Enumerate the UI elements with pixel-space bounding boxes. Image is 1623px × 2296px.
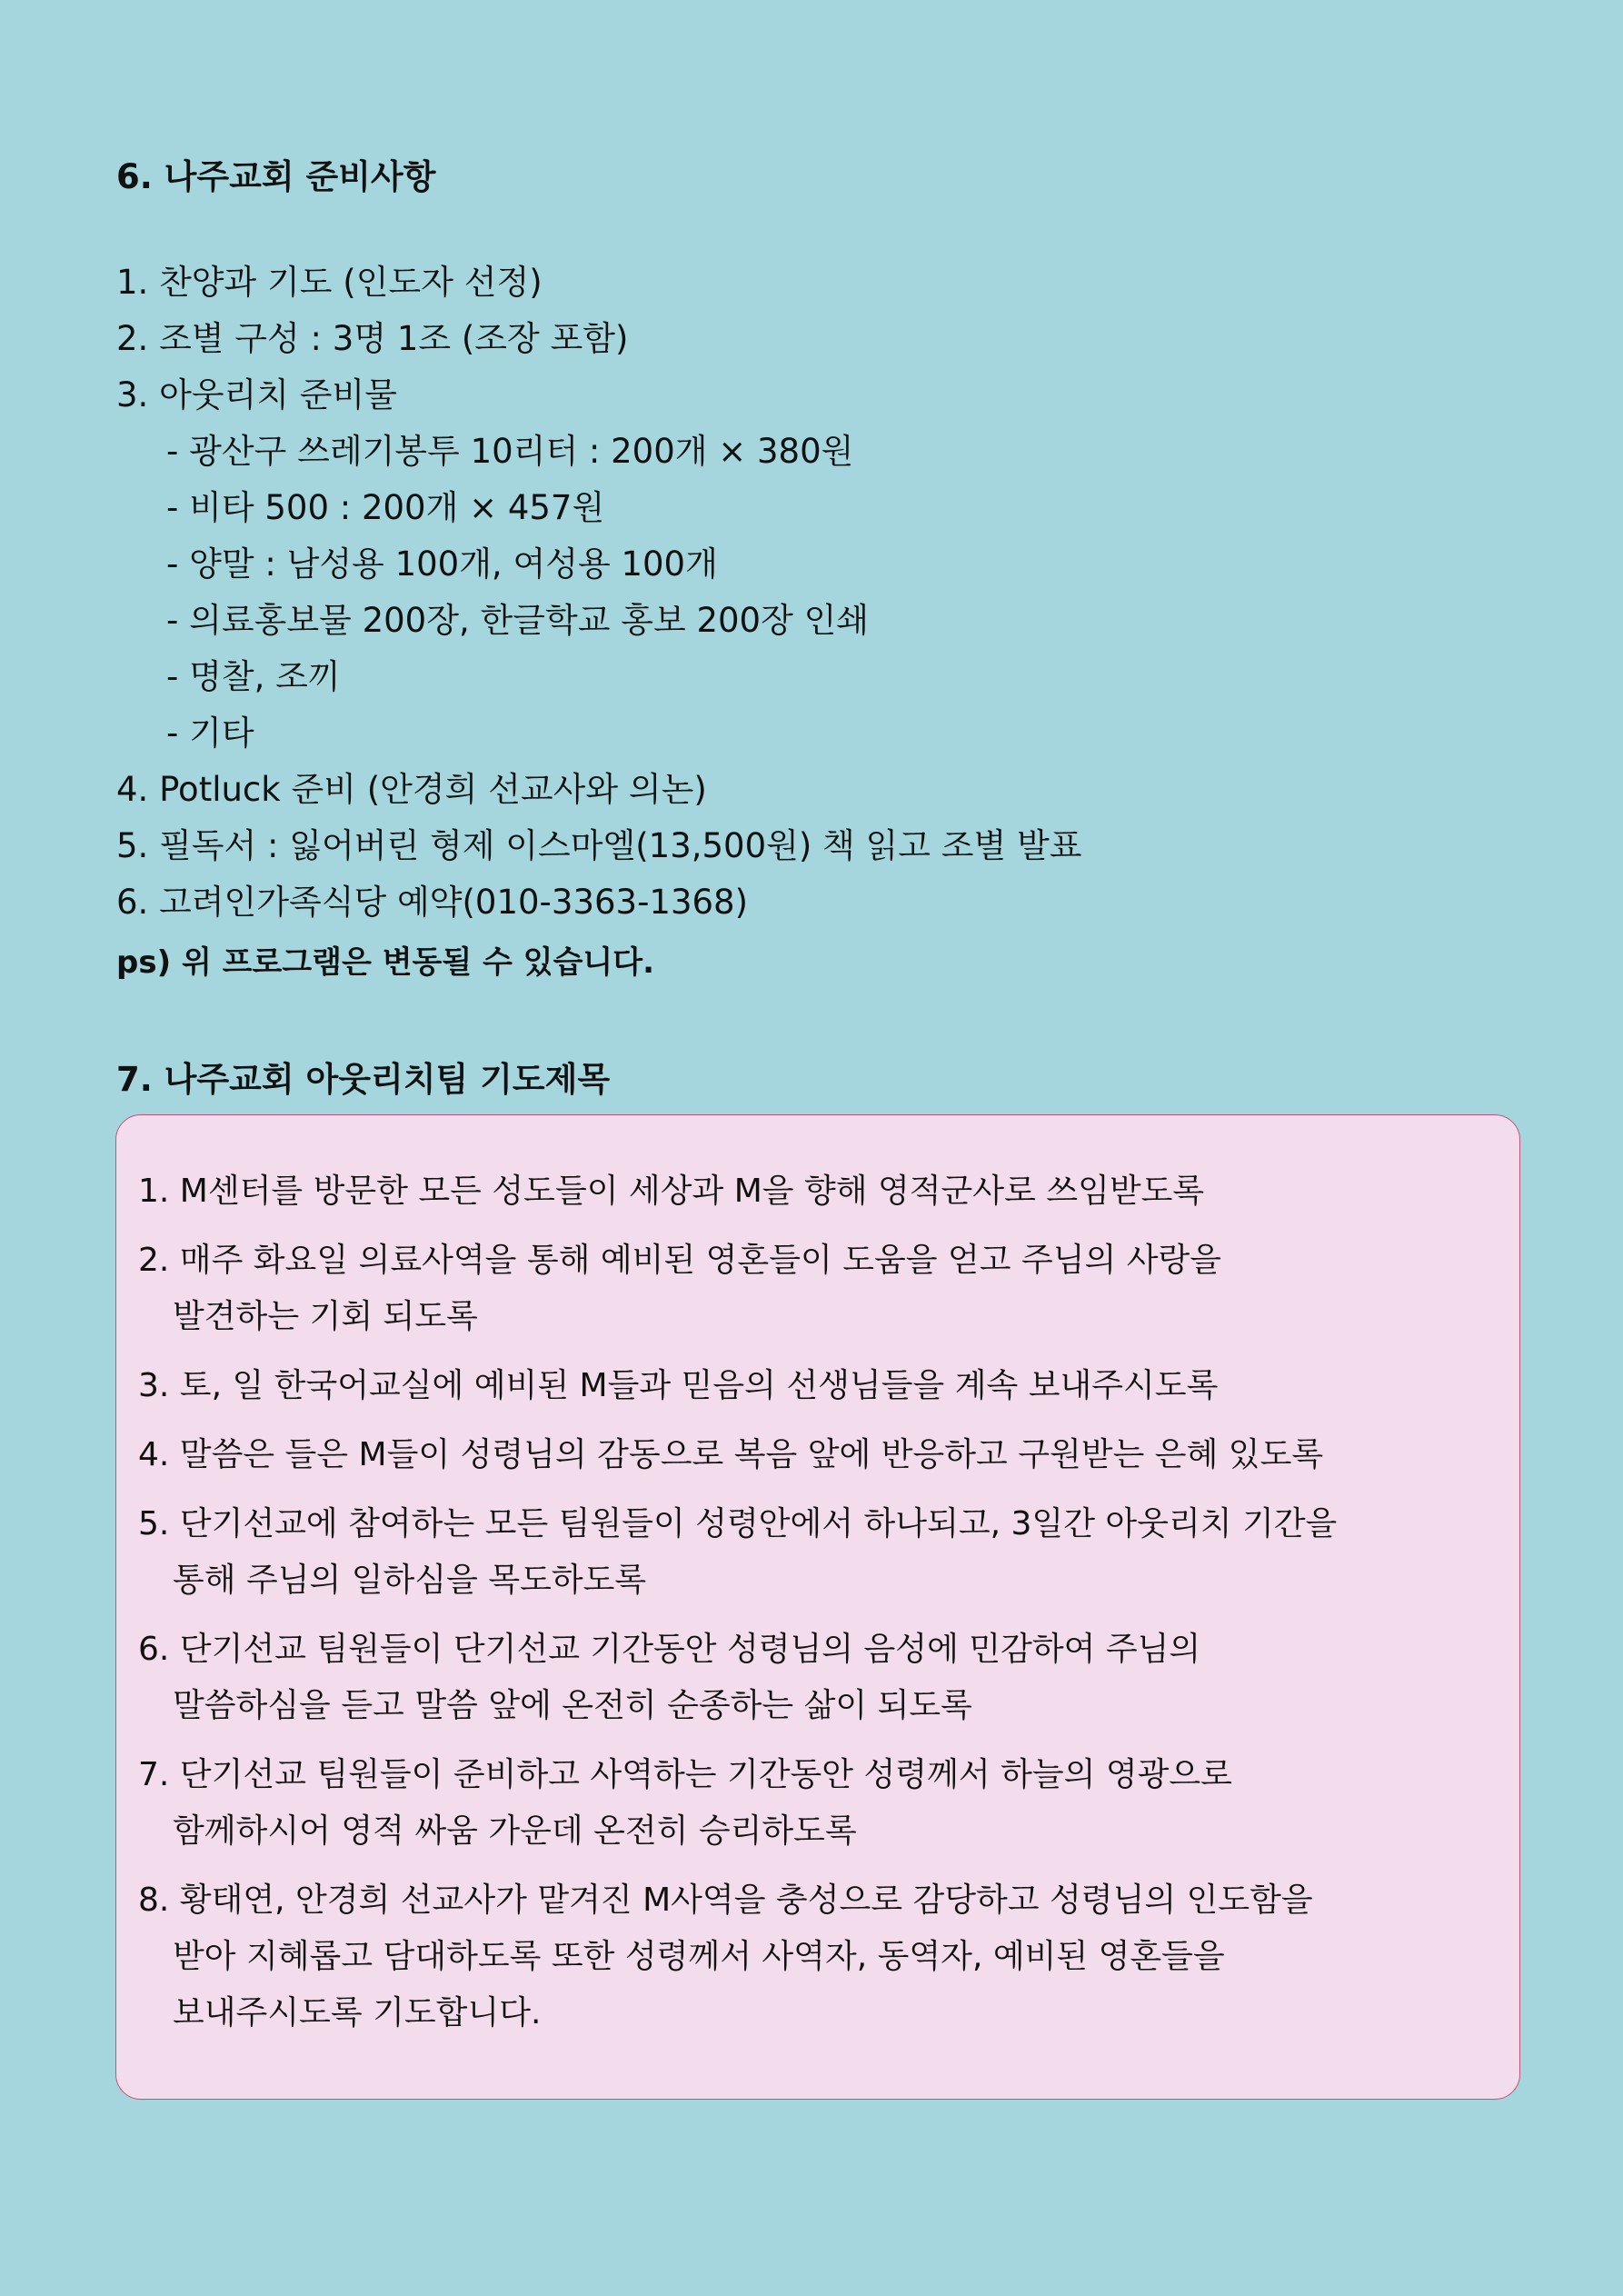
list-item: 1. 찬양과 기도 (인도자 선정) xyxy=(116,263,543,302)
list-item: 2. 조별 구성 : 3명 1조 (조장 포함) xyxy=(116,319,629,358)
list-item: 3. 아웃리치 준비물 xyxy=(116,375,398,414)
supply-item: - 양말 : 남성용 100개, 여성용 100개 xyxy=(166,544,718,584)
note-text: ps) 위 프로그램은 변동될 수 있습니다. xyxy=(116,944,655,981)
prayer-item: 7. 단기선교 팀원들이 준비하고 사역하는 기간동안 성령께서 하늘의 영광으로 xyxy=(138,1756,1232,1793)
prayer-item: 5. 단기선교에 참여하는 모든 팀원들이 성령안에서 하나되고, 3일간 아웃리치 기간을 xyxy=(138,1505,1338,1542)
prayer-item: 6. 단기선교 팀원들이 단기선교 기간동안 성령님의 음성에 민감하여 주님의 xyxy=(138,1631,1201,1668)
prayer-item-continued: 함께하시어 영적 싸움 가운데 온전히 승리하도록 xyxy=(173,1812,857,1850)
list-item: 5. 필독서 : 잃어버린 형제 이스마엘(13,500원) 책 읽고 조별 발표 xyxy=(116,826,1082,865)
prayer-item: 2. 매주 화요일 의료사역을 통해 예비된 영혼들이 도움을 얻고 주님의 사랑을 xyxy=(138,1242,1222,1279)
prayer-item: 4. 말씀은 들은 M들이 성령님의 감동으로 복음 앞에 반응하고 구원받는 은혜 있도록 xyxy=(138,1436,1324,1473)
prayer-item-continued: 발견하는 기회 되도록 xyxy=(173,1298,478,1335)
prayer-item-continued: 통해 주님의 일하심을 목도하도록 xyxy=(173,1562,647,1599)
supply-item: - 기타 xyxy=(166,714,254,753)
supply-item: - 광산구 쓰레기봉투 10리터 : 200개 × 380원 xyxy=(166,432,854,471)
prayer-item-continued: 말씀하심을 듣고 말씀 앞에 온전히 순종하는 삶이 되도록 xyxy=(173,1687,972,1724)
prayer-item-continued: 보내주시도록 기도합니다. xyxy=(173,1994,542,2031)
prayer-box xyxy=(115,1114,1520,2100)
prayer-item: 3. 토, 일 한국어교실에 예비된 M들과 믿음의 선생님들을 계속 보내주시도록 xyxy=(138,1367,1219,1404)
section-7-title: 7. 나주교회 아웃리치팀 기도제목 xyxy=(116,1060,611,1099)
supply-item: - 명찰, 조끼 xyxy=(166,657,341,696)
prayer-item: 8. 황태연, 안경희 선교사가 맡겨진 M사역을 충성으로 감당하고 성령님의 인도함을 xyxy=(138,1882,1313,1919)
supply-item: - 비타 500 : 200개 × 457원 xyxy=(166,488,605,527)
section-6-title: 6. 나주교회 준비사항 xyxy=(116,157,436,196)
supply-item: - 의료홍보물 200장, 한글학교 홍보 200장 인쇄 xyxy=(166,601,870,640)
list-item: 4. Potluck 준비 (안경희 선교사와 의논) xyxy=(116,770,707,809)
prayer-item-continued: 받아 지혜롭고 담대하도록 또한 성령께서 사역자, 동역자, 예비된 영혼들을 xyxy=(173,1938,1225,1975)
list-item: 6. 고려인가족식당 예약(010-3363-1368) xyxy=(116,883,749,922)
prayer-item: 1. M센터를 방문한 모든 성도들이 세상과 M을 향해 영적군사로 쓰임받도록 xyxy=(138,1173,1205,1210)
